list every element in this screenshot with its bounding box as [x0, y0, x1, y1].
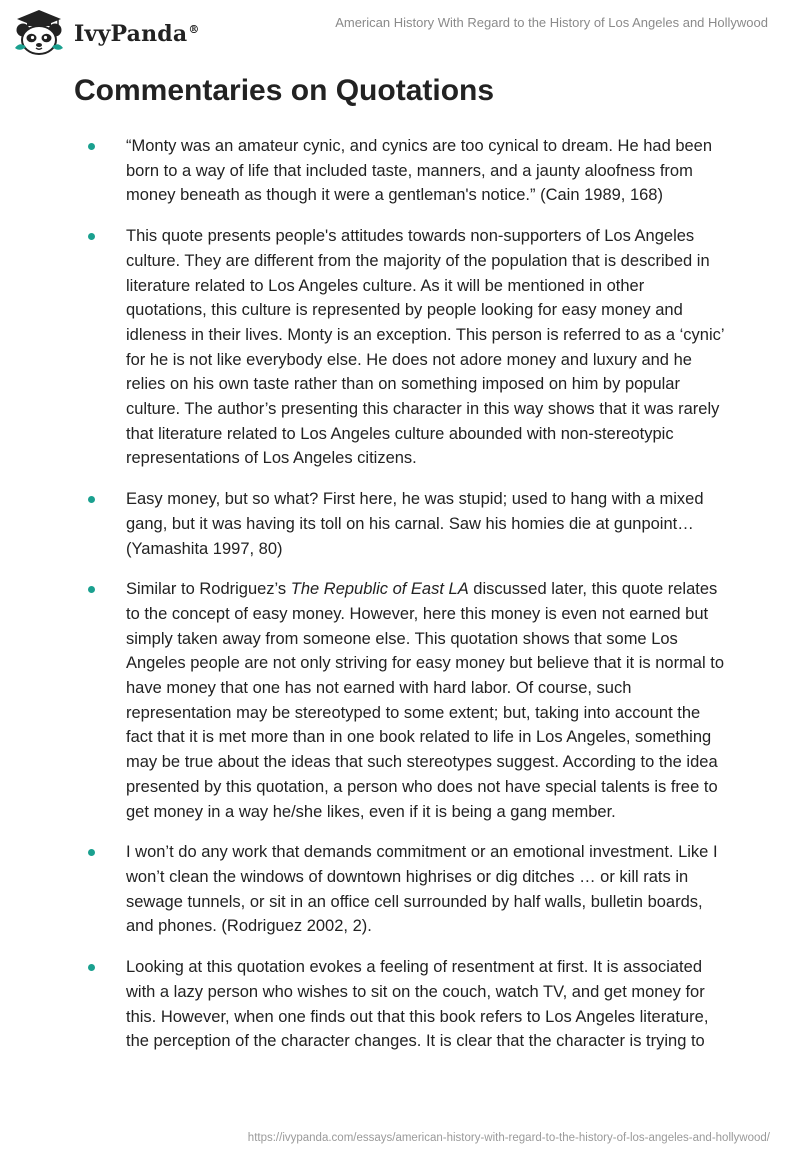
- bullet-icon: [88, 964, 95, 971]
- book-title: The Republic of East LA: [290, 580, 469, 599]
- quotation-list: [0, 134, 800, 1070]
- list-item-text: Easy money, but so what? First here, he was stupid; used to hang with a mixed gang, but it was having its toll on his carnal. Saw his homies die at gunpoint… (Yamashita 1997, 80): [126, 490, 704, 558]
- bullet-icon: [88, 233, 95, 240]
- bullet-icon: [88, 143, 95, 150]
- list-item-text: I won’t do any work that demands commitment or an emotional investment. Like I won’t clean the windows of downtown highrises or dig ditches … or kill rats in sewage tunnels, or sit in an office cell surrounded by half walls, bulletin boards, and phones. (Rodriguez 2002, 2).: [126, 843, 718, 936]
- list-item-text-after: discussed later, this quote relates to the concept of easy money. However, here this money is even not earned but simply taken away from someone else. This quotation shows that some Los Angeles people are not only striving for easy money but believe that it is normal to have money that one has not earned with hard labor. Of course, such representation may be stereotyped to some extent; but, taking into account the fact that it is met more than in one book related to life in Los Angeles, something may be true about the ideas that such stereotypes suggest. According to the idea presented by this quotation, a person who does not have special talents is free to get money in a way he/she likes, even if it is being a gang member.: [126, 580, 724, 821]
- bullet-icon: [88, 496, 95, 503]
- list-item-text: “Monty was an amateur cynic, and cynics are too cynical to dream. He had been born to a way of life that included taste, manners, and a jaunty aloofness from money beneath as though it were a gentleman's notice.” (Cain 1989, 168): [126, 137, 713, 205]
- list-item-text-before: Similar to Rodriguez’s: [126, 580, 291, 599]
- registered-mark: ®: [188, 22, 200, 36]
- page-header: [0, 0, 800, 70]
- bullet-icon: [88, 849, 95, 856]
- list-item-text: This quote presents people's attitudes towards non-supporters of Los Angeles culture. They are different from the majority of the population that is described in literature related to Los Angeles culture. As it will be mentioned in other quotations, this culture is represented by people looking for easy money and idleness in their lives. Monty is an exception. This person is referred to as a ‘cynic’ for he is not like everybody else. He does not adore money and luxury and he relies on his own taste rather than on something imposed on him by popular culture. The author’s presenting this character in this way shows that it was rarely that literature related to Los Angeles culture abounded with non-stereotypic representations of Los Angeles citizens.: [126, 227, 724, 468]
- source-url-link[interactable]: https://ivypanda.com/essays/american-history-with-regard-to-the-history-of-los-angeles-and-hollywood/: [247, 1132, 770, 1144]
- list-item-text: Looking at this quotation evokes a feeling of resentment at first. It is associated with a lazy person who wishes to sit on the couch, watch TV, and get money for this. However, when one finds out that this book refers to Los Angeles literature, the perception of the character changes. It is clear that the character is trying to: [126, 958, 709, 1051]
- list-item-text: [126, 580, 724, 820]
- list-item: [0, 134, 800, 208]
- list-item: [0, 840, 800, 939]
- list-item: [0, 224, 800, 471]
- list-item: [0, 955, 800, 1054]
- bullet-icon: [88, 586, 95, 593]
- section-heading: Commentaries on Quotations: [74, 74, 495, 107]
- logo[interactable]: [14, 8, 200, 56]
- logo-wordmark: IvyPanda®: [74, 21, 200, 47]
- list-item: [0, 487, 800, 561]
- panda-graduation-cap-icon: [14, 8, 64, 56]
- list-item: [0, 577, 800, 824]
- document-title: American History With Regard to the History of Los Angeles and Hollywood: [335, 15, 768, 30]
